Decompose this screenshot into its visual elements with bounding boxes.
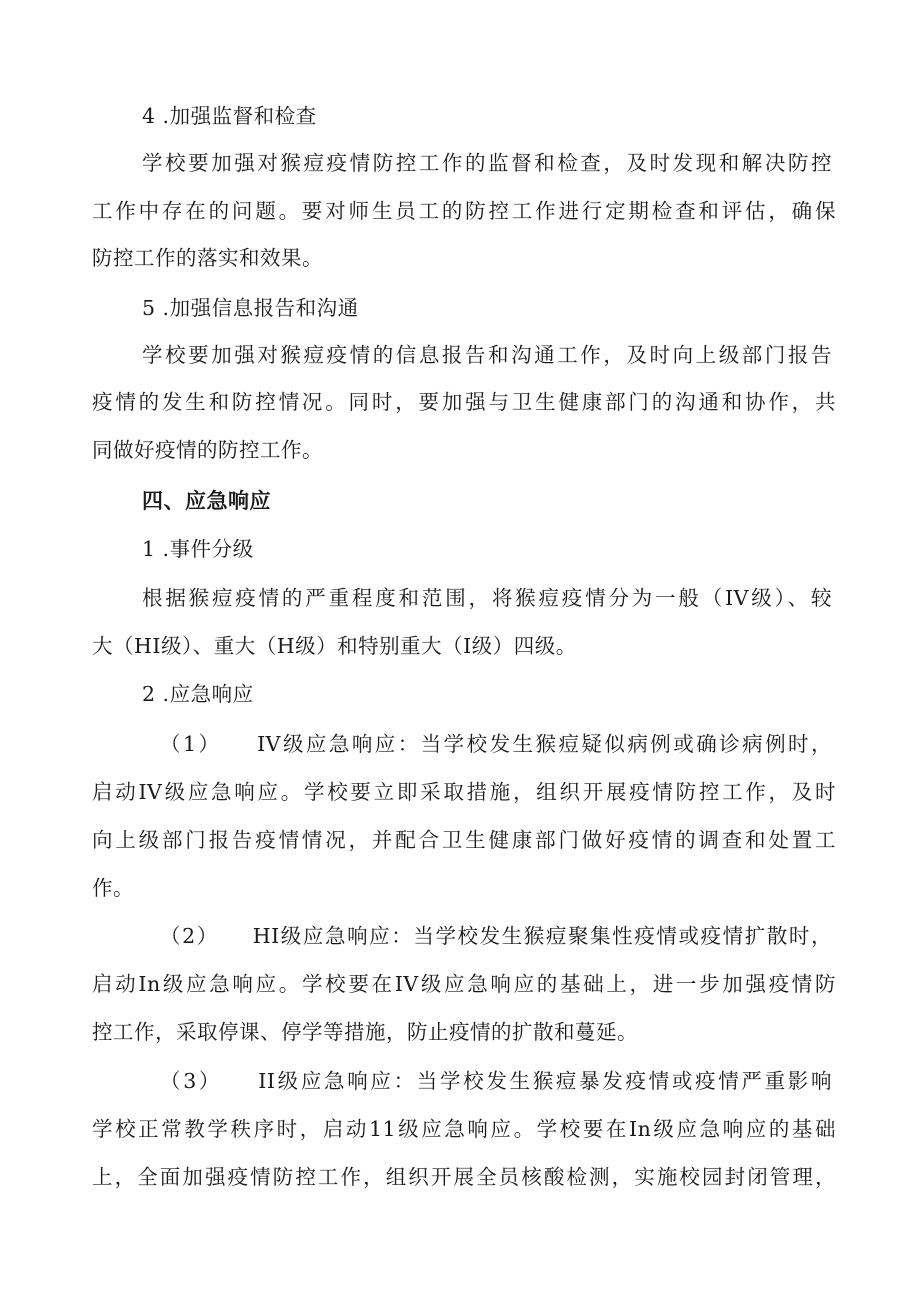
paragraph-line: 根据猴痘疫情的严重程度和范围，将猴痘疫情分为一般（IV级）、较 [142, 586, 832, 610]
subsection-heading-4: 4 .加强监督和检查 [142, 104, 317, 128]
subsection-heading-1: 1 .事件分级 [142, 537, 254, 561]
paragraph-line: 作。 [92, 876, 134, 900]
paragraph-line: 防控工作的落实和效果。 [92, 246, 323, 270]
paragraph-line: 控工作，采取停课、停学等措施，防止疫情的扩散和蔓延。 [92, 1020, 638, 1044]
paragraph-line: 工作中存在的问题。要对师生员工的防控工作进行定期检查和评估，确保 [92, 199, 836, 223]
paragraph-line: （3） II级应急响应：当学校发生猴痘暴发疫情或疫情严重影响 [160, 1069, 832, 1093]
paragraph-line: 学校要加强对猴痘疫情的信息报告和沟通工作，及时向上级部门报告 [142, 343, 832, 367]
section-heading-4: 四、应急响应 [142, 489, 271, 513]
paragraph-line: 向上级部门报告疫情情况，并配合卫生健康部门做好疫情的调查和处置工 [92, 828, 836, 852]
subsection-heading-2: 2 .应急响应 [142, 682, 254, 706]
paragraph-line: 学校要加强对猴痘疫情防控工作的监督和检查，及时发现和解决防控 [142, 151, 832, 175]
paragraph-line: （2） HI级应急响应：当学校发生猴痘聚集性疫情或疫情扩散时， [160, 924, 832, 948]
paragraph-line: 同做好疫情的防控工作。 [92, 438, 323, 462]
paragraph-line: 上，全面加强疫情防控工作，组织开展全员核酸检测，实施校园封闭管理， [92, 1165, 836, 1189]
paragraph-line: 大（HI级）、重大（H级）和特别重大（I级）四级。 [92, 634, 577, 658]
paragraph-line: 学校正常教学秩序时，启动11级应急响应。学校要在In级应急响应的基础 [92, 1117, 836, 1141]
paragraph-line: 疫情的发生和防控情况。同时，要加强与卫生健康部门的沟通和协作，共 [92, 390, 836, 414]
paragraph-line: （1） IV级应急响应：当学校发生猴痘疑似病例或确诊病例时， [160, 732, 832, 756]
paragraph-line: 启动In级应急响应。学校要在IV级应急响应的基础上，进一步加强疫情防 [92, 972, 836, 996]
paragraph-line: 启动IV级应急响应。学校要立即采取措施，组织开展疫情防控工作，及时 [92, 780, 836, 804]
subsection-heading-5: 5 .加强信息报告和沟通 [142, 296, 359, 320]
